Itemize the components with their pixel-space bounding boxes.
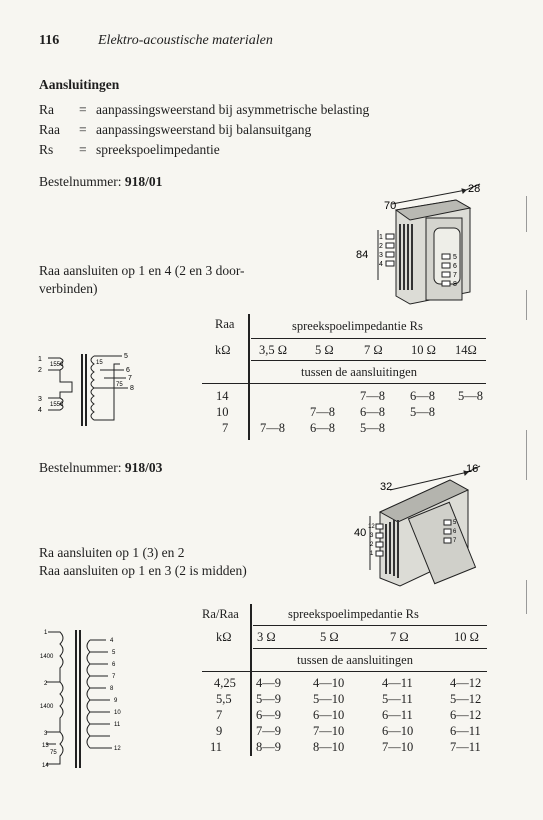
dimension-depth: 28	[468, 183, 481, 195]
table-rule	[253, 648, 487, 649]
definition-rs	[39, 142, 220, 158]
terminal-label: 10	[114, 710, 121, 716]
transformer-918-01-drawing	[338, 180, 498, 320]
terminal-label: 14	[42, 763, 49, 769]
table-cell: 7—10	[382, 740, 414, 754]
table-cell: 5—11	[382, 692, 413, 706]
pin-label: 5	[453, 520, 457, 526]
pin-label: 8	[453, 281, 457, 288]
table-cell: 6—8	[410, 389, 435, 403]
table-cell: 6—11	[382, 708, 413, 722]
table-row-raa: 14	[216, 389, 229, 403]
terminal-label: 4	[110, 638, 114, 644]
definition-text: aanpassingsweerstand bij asymmetrische belasting	[96, 102, 370, 117]
pin-label: 4	[38, 407, 42, 414]
table-cell: 7—8	[310, 405, 335, 419]
definition-ra	[39, 102, 369, 118]
order-number: 918/01	[124, 174, 163, 189]
table-span-header: spreekspoelimpedantie Rs	[292, 319, 423, 333]
table-header-raa: Raa	[215, 317, 235, 331]
terminal-label: 6	[112, 662, 116, 668]
table-rule	[253, 625, 487, 626]
table-cell: 6—10	[313, 708, 345, 722]
table-cell: 6—10	[382, 724, 414, 738]
page-edge-mark	[526, 580, 527, 614]
table-rule	[202, 383, 486, 384]
definition-equals: =	[79, 122, 87, 137]
coil-label: 75	[50, 750, 57, 756]
table-cell: 5—10	[313, 692, 345, 706]
table-cell: 4—11	[382, 676, 413, 690]
impedance-header: 5 Ω	[315, 343, 334, 357]
pin-label: 4	[379, 261, 383, 268]
terminal-label: 3	[44, 731, 48, 737]
order-number-918-01	[39, 174, 162, 190]
table-cell: 6—8	[360, 405, 385, 419]
table-rule	[251, 360, 486, 361]
impedance-header: 7 Ω	[390, 630, 409, 644]
table-header-unit: kΩ	[216, 630, 232, 644]
definition-term: Rs	[39, 142, 54, 157]
instruction-line: Raa aansluiten op 1 en 4 (2 en 3 door-	[39, 263, 245, 278]
pin-label: 2	[370, 542, 374, 548]
table-sub-header: tussen de aansluitingen	[301, 365, 417, 379]
pin-label: 3	[38, 396, 42, 403]
section-title: Aansluitingen	[39, 77, 120, 92]
dimension-height: 84	[356, 249, 369, 261]
instruction-918-03	[39, 544, 247, 580]
definition-text: aanpassingsweerstand bij balansuitgang	[96, 122, 312, 137]
table-cell: 7—8	[360, 389, 385, 403]
pin-label: 5	[453, 254, 457, 261]
terminal-label: 2	[44, 681, 48, 687]
pin-label: 7	[453, 272, 457, 279]
table-header-unit: kΩ	[215, 343, 231, 357]
table-divider	[250, 604, 252, 756]
impedance-header: 5 Ω	[320, 630, 339, 644]
transformer-918-03-drawing	[340, 462, 500, 602]
order-number: 918/03	[124, 460, 163, 475]
table-cell: 6—12	[450, 708, 482, 722]
table-cell: 7—11	[450, 740, 481, 754]
table-rule	[251, 338, 486, 339]
pin-label: 6	[453, 263, 457, 270]
order-label: Bestelnummer:	[39, 460, 122, 475]
dimension-height: 40	[354, 527, 367, 539]
pin-label: 1	[379, 234, 383, 241]
table-row-raa: 7	[216, 708, 223, 722]
table-cell: 6—8	[310, 421, 335, 435]
pin-label: 8	[130, 385, 134, 392]
terminal-label: 12	[114, 746, 121, 752]
terminal-label: 9	[114, 698, 118, 704]
pin-label: 2	[38, 367, 42, 374]
terminal-label: 8	[110, 686, 114, 692]
page-edge-mark	[526, 290, 527, 320]
page-title: Elektro-acoustische materialen	[98, 33, 273, 48]
impedance-header: 3,5 Ω	[259, 343, 288, 357]
table-cell: 6—11	[450, 724, 481, 738]
pin-label: 6	[453, 529, 457, 535]
terminal-label: 1	[44, 630, 48, 636]
table-cell: 4—9	[256, 676, 281, 690]
terminal-label: 13	[42, 743, 49, 749]
table-cell: 7—9	[256, 724, 281, 738]
table-cell: 6—9	[256, 708, 281, 722]
pin-label: 12	[368, 524, 375, 530]
order-label: Bestelnummer:	[39, 174, 122, 189]
definition-term: Ra	[39, 102, 54, 117]
dimension-width: 70	[384, 200, 397, 212]
table-cell: 8—10	[313, 740, 345, 754]
table-divider	[248, 314, 250, 440]
page-edge-mark	[526, 430, 527, 480]
table-cell: 5—8	[360, 421, 385, 435]
coil-label: 1400	[40, 654, 54, 660]
coil-label: 1550	[50, 362, 64, 368]
table-row-raa: 11	[210, 740, 223, 754]
table-span-header: spreekspoelimpedantie Rs	[288, 607, 419, 621]
coil-label: 15	[96, 360, 103, 366]
table-row-raa: 4,25	[214, 676, 236, 690]
definition-text: spreekspoelimpedantie	[96, 142, 220, 157]
coil-label: 75	[116, 382, 123, 388]
definition-equals: =	[79, 102, 87, 117]
instruction-line: verbinden)	[39, 281, 98, 296]
instruction-line: Raa aansluiten op 1 en 3 (2 is midden)	[39, 563, 247, 578]
table-row-raa: 9	[216, 724, 223, 738]
pin-label: 1	[370, 551, 374, 557]
pin-label: 3	[379, 252, 383, 259]
definition-term: Raa	[39, 122, 60, 137]
impedance-header: 14Ω	[455, 343, 477, 357]
pin-label: 1	[38, 356, 42, 363]
definition-raa	[39, 122, 311, 138]
schematic-918-01	[38, 352, 148, 432]
table-cell: 7—8	[260, 421, 285, 435]
pin-label: 7	[453, 538, 457, 544]
pin-label: 7	[128, 375, 132, 382]
dimension-width: 32	[380, 481, 393, 493]
table-cell: 5—8	[458, 389, 483, 403]
schematic-918-03	[38, 626, 134, 772]
page-edge-mark	[526, 196, 527, 232]
impedance-header: 10 Ω	[411, 343, 436, 357]
table-rule	[202, 671, 487, 672]
impedance-header: 10 Ω	[454, 630, 479, 644]
table-row-raa: 10	[216, 405, 229, 419]
terminal-label: 7	[112, 674, 116, 680]
dimension-depth: 16	[466, 463, 479, 475]
table-cell: 8—9	[256, 740, 281, 754]
table-cell: 4—10	[313, 676, 345, 690]
instruction-line: Ra aansluiten op 1 (3) en 2	[39, 545, 185, 560]
table-header-raraa: Ra/Raa	[202, 607, 239, 621]
impedance-header: 7 Ω	[364, 343, 383, 357]
table-cell: 4—12	[450, 676, 482, 690]
terminal-label: 11	[114, 722, 121, 728]
definition-equals: =	[79, 142, 87, 157]
table-sub-header: tussen de aansluitingen	[297, 653, 413, 667]
table-cell: 5—8	[410, 405, 435, 419]
table-cell: 5—9	[256, 692, 281, 706]
table-row-raa: 5,5	[216, 692, 232, 706]
impedance-header: 3 Ω	[257, 630, 276, 644]
coil-label: 1550	[50, 402, 64, 408]
pin-label: 2	[379, 243, 383, 250]
pin-label: 5	[124, 353, 128, 360]
coil-label: 1400	[40, 704, 54, 710]
page-number: 116	[39, 33, 60, 48]
instruction-918-01	[39, 262, 245, 298]
terminal-label: 5	[112, 650, 116, 656]
order-number-918-03	[39, 460, 162, 476]
table-cell: 5—12	[450, 692, 482, 706]
pin-label: 3	[370, 533, 374, 539]
table-cell: 7—10	[313, 724, 345, 738]
pin-label: 6	[126, 367, 130, 374]
table-row-raa: 7	[222, 421, 229, 435]
